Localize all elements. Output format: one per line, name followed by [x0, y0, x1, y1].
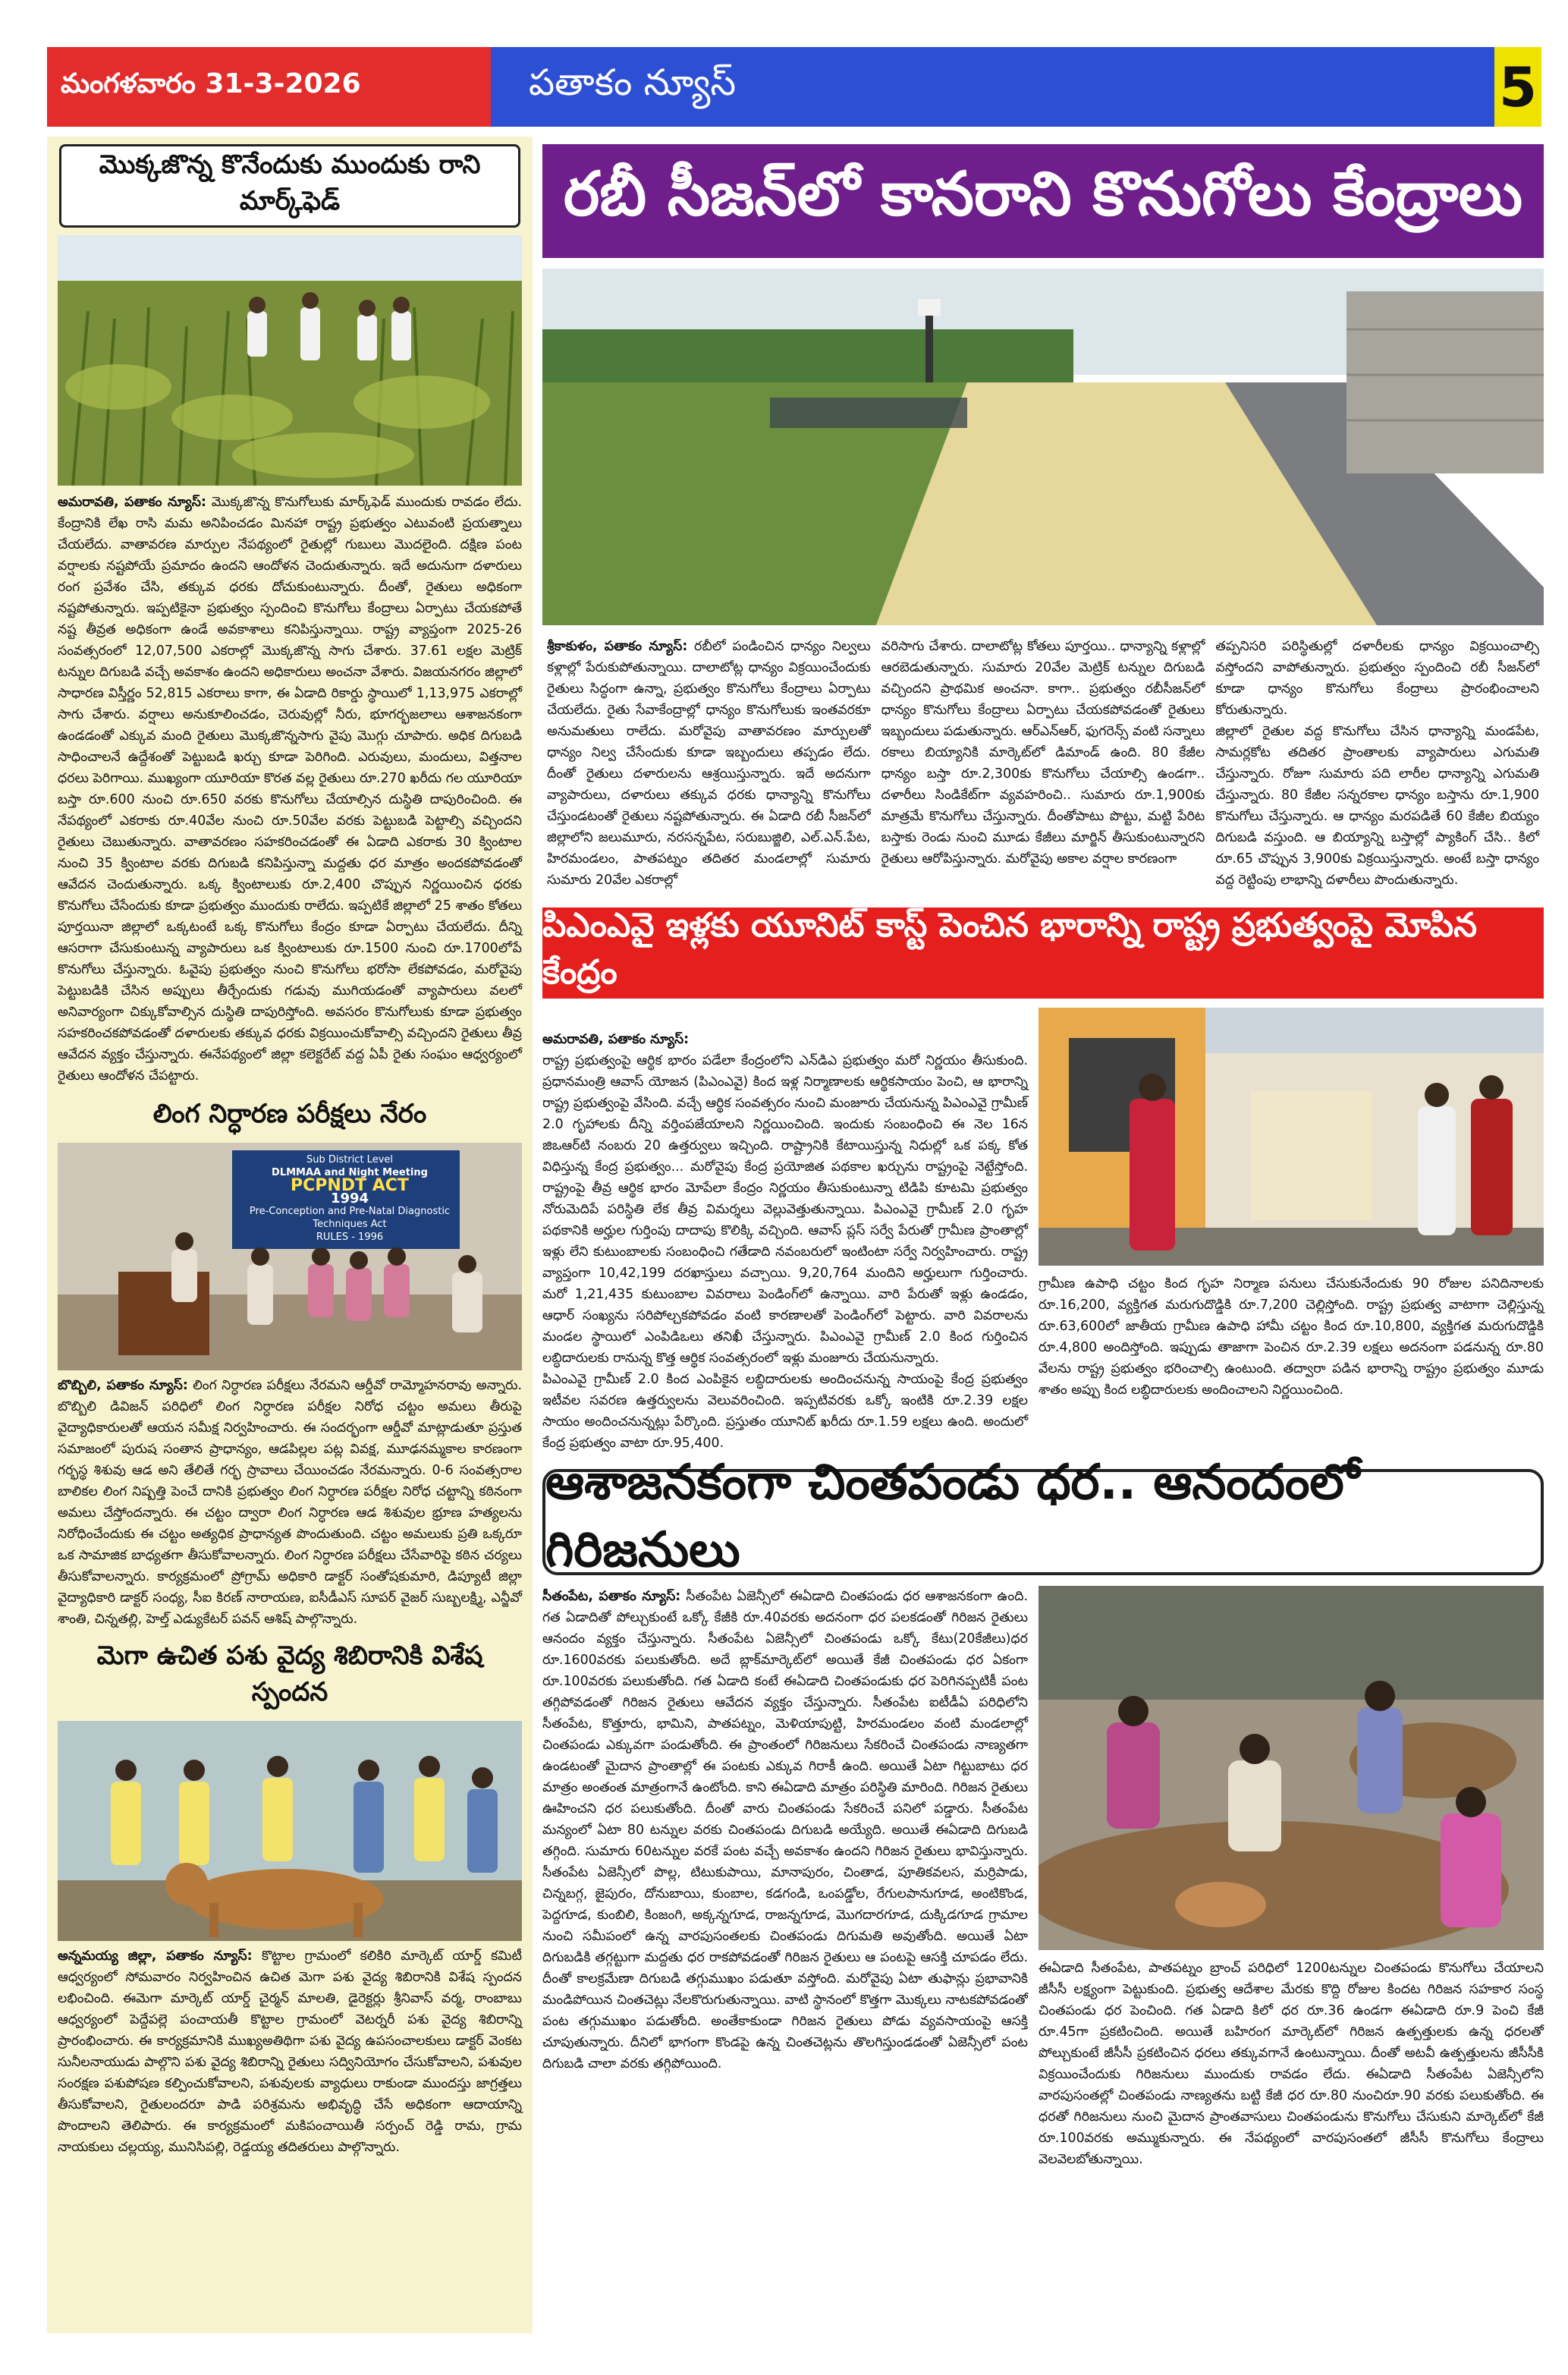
tamarind-processing-image	[1039, 1586, 1544, 1950]
story-rabi-body	[542, 636, 1544, 891]
story-gender-test-dateline: బొబ్బిలి, పతాకం న్యూస్:	[58, 1378, 188, 1393]
story-rabi-col1: శ్రీకాకుళం, పతాకం న్యూస్: రబీలో పండించిన ధాన్యం నిల్వలు కళ్లాల్లో పేరుకుపోతున్నాయి. దాలాటోట్ల ధాన్యం విక్రయించేందుకు రైతులు సిద్ధంగా ఉన్నా, ప్రభుత్వం కొనుగోలు కేంద్రాలు ఏర్పాటు చేయలేదు. రైతు సేవాకేంద్రాల్లో ధాన్యం కొనుగోలుకు ఇంతవరకూ అనుమతులు రాలేదు. మరోవైపు వాతావరణం మార్పులతో ధాన్యం నిల్వ చేసేందుకు కూడా ఇబ్బందులు తప్పడం లేదు. దీంతో రైతులు దళారులను ఆశ్రయిస్తున్నారు. ఇదే అదనుగా వ్యాపారులు, దళారులు తక్కువ ధరకు ధాన్యాన్ని కొనుగోలు చేస్తుండటంతో రైతులు నష్టపోతున్నారు. ఈ ఏడాది రబీ సీజన్‌లో జిల్లాలోని జలుమూరు, నరసన్నపేట, సరుబుజ్జిలి, ఎల్.ఎన్.పేట, హిరమండలం, పాతపట్నం తదితర మండలాల్లో సుమారు సుమారు 20వేల ఎకరాల్లో	[547, 639, 871, 888]
story-vet-camp-headline: మెగా ఉచిత పశు వైద్య శిబిరానికి విశేష స్పందన	[96, 1640, 483, 1707]
story-maize-dateline: అమరావతి, పతాకం న్యూస్:	[58, 495, 206, 510]
left-column	[47, 137, 533, 2333]
paper-name: పతాకం న్యూస్	[491, 47, 1494, 127]
story-maize-headline: మొక్కజొన్న కొనేందుకు ముందుకు రాని మార్క్‌ఫెడ్	[59, 144, 520, 228]
story-vet-camp-text: కొట్టాల గ్రామంలో కలికిరి మార్కెట్ యార్డ్ కమిటీ ఆధ్వర్యంలో సోమవారం నిర్వహించిన ఉచిత మెగా పశు వైద్య శిబిరానికి విశేష స్పందన లభించింది. ఈమెగా మార్కెట్ యార్డ్ చైర్మన్ మాలతి, డైరెక్టర్లు శ్రీనివాస్ వర్మ, రాంబాబు ఆధ్వర్యంలో పెద్దేపల్లె పంచాయతీ కొట్టాల గ్రామంలో వెటర్నరీ పశు వైద్య శిబిరాన్ని ప్రారంభించారు. ఈ కార్యక్రమానికి ముఖ్యఅతిథిగా పశు వైద్య ఉపసంచాలకులు డాక్టర్ వెంకట సునీలనాయుడు పాల్గొని పశు వైద్య శిబిరాన్ని రైతులు సద్వినియోగం చేసుకోవాలని, పశువుల సంరక్షణ పశుపోషణ కల్పించుకోవాలని, పశువులకు వ్యాధులు రాకుండా ముందస్తు జాగ్రత్తలు తీసుకోవాలని, రైతులందరూ పాడి పరిశ్రమను అభివృద్ధి చేసే అధికంగా ఆదాయాన్ని పొందాలని తెలిపారు. ఈ కార్యక్రమంలో మకిపంచాయితీ సర్పంచ్ రెడ్డి రామ, గ్రామ నాయకులు చల్లయ్య, మునిసిపల్లి, రెడ్డయ్య తదితరులు పాల్గొన్నారు.	[58, 1949, 523, 2155]
story-gender-test-headline: లింగ నిర్ధారణ పరీక్షలు నేరం	[152, 1099, 427, 1129]
pcpndt-banner-text: Sub District Level DLMMAA and Night Meeting PCPNDT ACT 1994 Pre-Conception and Pre-Natal Diagnostic Techniques Act RULES - 1996	[249, 1154, 451, 1243]
story-maize-body	[47, 492, 533, 1087]
story-vet-camp-body	[47, 1946, 533, 2158]
story-pmay-text-col: అమరావతి, పతాకం న్యూస్: రాష్ట్ర ప్రభుత్వంపై ఆర్థిక భారం పడేలా కేంద్రంలోని ఎన్‌డిఎ ప్రభుత్వం మరో నిర్ణయం తీసుకుంది. ప్రధానమంత్రి ఆవాస్ యోజన (పిఎంఎవై) కింద ఇళ్ల నిర్మాణాలకు ఆర్థికసాయం పెంచి, ఆ భారాన్ని రాష్ట్ర ప్రభుత్వంపై వేసింది. వచ్చే ఆర్థిక సంవత్సరం నుంచి మంజూరు చేయనున్న పిఎంఎవై గ్రామీణ్ 2.0 గృహాలకు దీన్ని వర్తింపజేయాలని నిర్ణయించింది. ఇందుకు సంబంధించి ఈ నెల 16న జిఒఆర్‌టి నంబరు 20 ఉత్తర్వులు ఇచ్చింది. రాష్ట్రానికి కేటాయిస్తున్న నిధుల్లో ఒక పక్క కోత విధిస్తున్న కేంద్ర ప్రభుత్వం... మరోవైపు కేంద్ర ప్రయోజిత పథకాల ఖర్చును రాష్ట్రంపై నెట్టేస్తోంది. రాష్ట్రంపై తీవ్ర ఆర్థిక భారం మోపేలా కేంద్రం నిర్ణయం తీసుకుంటున్నా టిడిపి కూటమి ప్రభుత్వం నోరుమెదిపే పరిస్థితి లేక తీవ్ర విమర్శలు వెల్లువెత్తుతున్నాయి. పిఎంఎవై గ్రామీణ్ 2.0 గృహ పథకానికి అర్హుల గుర్తింపు దాదాపు కొలిక్కి వచ్చింది. ఆవాస్ ప్లస్ సర్వే పేరుతో గ్రామీణ ప్రాంతాల్లో ఇళ్లు లేని కుటుంబాలకు సంబంధించి గతేడాది నవంబరులో ఇంటింటా సర్వే నిర్వహించారు. రాష్ట్ర వ్యాప్తంగా 10,42,199 దరఖాస్తులు వచ్చాయి. 9,20,764 మందిని అర్హులుగా గుర్తించారు. మరో 1,21,435 కుటుంబాల వివరాలు పెండింగ్‌లో ఉన్నాయి. వారి పేరుతో ఇళ్లు ఉండడం, ఆధార్ సంఖ్యను సరిపోల్చకపోవడం వంటి కారణాలతో పెండింగ్‌లో పెట్టారు. వారి వివరాలను మండల స్థాయిలో ఎంపిడిఒలు తనిఖీ చేస్తున్నారు. పిఎంఎవై గ్రామీణ్ 2.0 కింద గుర్తించిన లబ్ధిదారులకు రానున్న కొత్త ఆర్థిక సంవత్సరంలో ఇళ్లు మంజూరు చేయనున్నారు. పిఎంఎవై గ్రామీణ్ 2.0 కింద ఎంపికైన లబ్ధిదారులకు అందించనున్న సాయంపై కేంద్ర ప్రభుత్వం ఇటీవల సవరణ ఉత్తర్వులను వెలువరించింది. ఇప్పటివరకు ఒక్కో ఇంటికి రూ.2.39 లక్షల సాయం అందించనున్నట్లు పేర్కొంది. ప్రస్తుతం యూనిట్ ఖరీదు రూ.1.59 లక్షలు ఉంది. అందులో కేంద్ర ప్రభుత్వం వాటా రూ.95,400.	[542, 1032, 1028, 1451]
story-pmay-dateline: అమరావతి, పతాకం న్యూస్:	[542, 1032, 690, 1047]
vet-camp-image	[58, 1721, 522, 1941]
pmay-house-inspection-image	[1039, 1008, 1544, 1266]
story-rabi-col2: వరిసాగు చేశారు. దాలాటోట్ల కోతలు పూర్తయి.. ధాన్యాన్ని కళ్లాల్లో ఆరబెడుతున్నారు. సుమారు 20వేల మెట్రిక్ టన్నుల దిగుబడి వచ్చిందని ప్రాథమిక అంచనా. కాగా.. ప్రభుత్వం రబీసీజన్‌లో ధాన్యం కొనుగోలు కేంద్రాలు ఏర్పాటు చేయకపోవడంతో రైతులు ఇబ్బందులు పడుతున్నారు. ఆర్‌ఎన్‌ఆర్, ఫుగరెన్స్ వంటి సన్నాలు రకాలు బియ్యానికి మార్కెట్‌లో డిమాండ్ ఉంది. 80 కేజీల ధాన్యం బస్తా రూ.2,300కు కొనుగోలు చేయాల్సి ఉండగా.. దళారీలు సిండికేట్‌గా వ్యవహరించి.. సుమారు రూ.1,900కు మాత్రమే కొనుగోలు చేస్తున్నారు. దీంతోపాటు పొట్టు, మట్టి పేరిట బస్తాకు రెండు నుంచి మూడు కేజీలు మార్జిన్ తీసుకుంటున్నారని రైతులు ఆరోపిస్తున్నారు. మరోవైపు అకాల వర్షాల కారణంగా	[881, 639, 1205, 867]
vet-camp-photo	[58, 1721, 522, 1941]
story-tamarind-dateline: సీతంపేట, పతాకం న్యూస్:	[542, 1589, 681, 1604]
story-gender-test-text: లింగ నిర్ధారణ పరీక్షలు నేరమని ఆర్డీవో రామ్మోహనరావు అన్నారు. బొబ్బిలి డివిజన్ పరిధిలో లింగ నిర్ధారణ పరీక్షల నిరోధ చట్టం అమలు తీరుపై వైద్యాధికారులతో ఆయన సమీక్ష నిర్వహించారు. ఈ సందర్భంగా ఆర్డీవో మాట్లాడుతూ ప్రస్తుత సమాజంలో పురుష సంతాన ప్రాధాన్యం, ఆడపిల్లల పట్ల వివక్ష, మూఢనమ్మకాల కారణంగా గర్భస్థ శిశువు ఆడ అని తేలితే గర్భ స్రావాలు చేయించడం నేరమన్నారు. 0-6 సంవత్సరాల బాలికల లింగ నిష్పత్తి పెంచే దానికి ప్రభుత్వం లింగ నిర్ధారణ పరీక్షల నిరోధ చట్టాన్ని కఠినంగా అమలు చేస్తోందన్నారు. ఈ చట్టం ద్వారా లింగ నిర్ధారణ ఆడ శిశువుల భ్రూణ హత్యలను నిరోధించేందుకు ఈ చట్టం అత్యధిక ప్రాధాన్యత పొందుతుంది. చట్టం అమలుకు ప్రతి ఒక్కరూ ఒక సామాజిక బాధ్యతగా తీసుకోవాలన్నారు. లింగ నిర్ధారణ పరీక్షలు చేసేవారిపై కఠిన చర్యలు తీసుకోవాలన్నారు. కార్యక్రమంలో ప్రోగ్రామ్ అధికారి డాక్టర్ సంతోషకుమారి, డిప్యూటీ జిల్లా వైద్యాధికారి డాక్టర్ సంధ్య, సీఐ కిరణ్ నారాయణ, ఐసీడీఎస్ సూపర్ వైజర్ సుబ్బలక్ష్మి, ఎన్జీవో శాంతి, చిన్నతల్లి, హెల్త్ ఎడ్యుకేటర్ పవన్ ఆశిష్ పాల్గొన్నారు.	[58, 1378, 522, 1627]
story-pmay-headline: పిఎంఎవై ఇళ్లకు యూనిట్ కాస్ట్ పెంచిన భారాన్ని రాష్ట్ర ప్రభుత్వంపై మోపిన కేంద్రం	[542, 908, 1544, 999]
story-vet-camp-dateline: అన్నమయ్య జిల్లా, పతాకం న్యూస్:	[58, 1949, 253, 1964]
page-number: 5	[1494, 47, 1541, 127]
paddy-road-image	[542, 269, 1544, 625]
story-gender-test-body	[47, 1375, 533, 1630]
issue-date: మంగళవారం 31-3-2026	[47, 47, 491, 127]
story-pmay-body	[542, 1008, 1544, 1454]
story-pmay-caption: గ్రామీణ ఉపాధి చట్టం కింద గృహ నిర్మాణ పనులు చేసుకునేందుకు 90 రోజుల పనిదినాలకు రూ.16,200, వ్యక్తిగత మరుగుదొడ్డికి రూ.7,200 చెల్లిస్తోంది. రాష్ట్ర ప్రభుత్వ వాటాగా చెల్లిస్తున్న రూ.63,600లో జాతీయ గ్రామీణ ఉపాధి హామీ చట్టం కింద రూ.10,800, వ్యక్తిగత మరుగుదొడ్డికి రూ.4,800 అందిస్తోంది. ఇప్పుడు తాజాగా పెంచిన రూ.2.39 లక్షలు అదనంగా పడనున్న రూ.80 వేలను రాష్ట్ర ప్రభుత్వం భరించాల్సి ఉంటుంది. తద్వారా పడిన భారాన్ని రాష్ట్రం ప్రభుత్వం మూడు శాతం అప్పు కింద లబ్ధిదారులకు అందించాలని నిర్ణయించింది.	[1039, 1276, 1544, 1398]
story-pmay-photo-col	[1039, 1008, 1544, 1454]
story-tamarind-body	[542, 1586, 1544, 2170]
story-maize-text: మొక్కజొన్న కొనుగోలుకు మార్క్‌ఫెడ్ ముందుకు రావడం లేదు. కేంద్రానికి లేఖ రాసి మమ అనిపించడం మినహా రాష్ట్ర ప్రభుత్వం ఎటువంటి ప్రయత్నాలు చేయలేదు. వాతావరణ మార్పుల నేపథ్యంలో రైతుల్లో గుబులు మొదలైంది. దక్షిణ పంట వర్షాలకు నష్టపోయే ప్రమాదం ఉందని ఆందోళన చెందుతున్నారు. ఇదే అదునుగా దళారులు రంగ ప్రవేశం చేసి, తక్కువ ధరకు దోచుకుంటున్నారు. దీంతో, రైతులు అధికంగా నష్టపోతున్నారు. ఇప్పటికైనా ప్రభుత్వం స్పందించి కొనుగోలు కేంద్రాలు ఏర్పాటు చేయకపోతే నష్ట తీవ్రత అధికంగా ఉండే అవకాశాలు కనిపిస్తున్నాయి. రాష్ట్ర వ్యాప్తంగా 2025-26 సంవత్సరంలో 12,07,500 ఎకరాల్లో మొక్కజొన్న సాగు చేశారు. 37.61 లక్షల మెట్రిక్ టన్నుల దిగుబడి వచ్చే అవకాశం ఉందని అధికారులు అంచనా వేశారు. విజయనగరం జిల్లాలో సాధారణ విస్తీర్ణం 52,815 ఎకరాలు కాగా, ఈ ఏడాది రికార్డు స్థాయిలో 1,13,975 ఎకరాల్లో సాగు చేశారు. వర్షాలు అనుకూలించడం, చెరువుల్లో నీరు, భూగర్భజలాలు ఆశాజనకంగా ఉండడంతో ఎక్కువ మంది రైతులు మొక్కజొన్నసాగు వైపు మొగ్గు చూపారు. అధిక దిగుబడి సాధించాలనే ఉద్దేశంతో పెట్టుబడి ఖర్చు కూడా పెరిగింది. ఎరువులు, మందులు, విత్తనాల ధరలు పెరిగాయి. ముఖ్యంగా యూరియా కొరత వల్ల రైతులు రూ.270 ఖరీదు గల యూరియా బస్తా రూ.600 నుంచి రూ.650 వరకు కొనుగోలు చేయాల్సిన దుస్థితి దాపురించింది. ఈ నేపథ్యంలో ఎకరాకు రూ.40వేల నుంచి రూ.50వేల వరకు పెట్టుబడి పెట్టాల్సి వచ్చిందని రైతులు చెబుతున్నారు. వాతావరణం సహకరించడంతో ఈ ఏడాది ఎకరాకు 30 క్వింటాల నుంచి 35 క్వింటాల వరకు దిగుబడి కనిపిస్తున్నా మద్దతు ధర మాత్రం అందకపోవడంతో ఆవేదన చెందుతున్నారు. ఒక్క క్వింటాలుకు రూ.2,400 చొప్పున నిర్ణయించిన ధరకు కొనుగోలు చేసేందుకు కూడా ప్రభుత్వం ముందుకు రాలేదు. ఇప్పటికే జిల్లాలో 25 శాతం కోతలు పూర్తయినా జిల్లాలో ఒక్కటంటే ఒక్క కొనుగోలు కేంద్రం కూడా ఏర్పాటు చేయలేదు. దీన్ని ఆసరాగా చేసుకుంటున్న వ్యాపారులు ఒక క్వింటాలుకు రూ.1500 నుంచి రూ.1700లోపే కొనుగోలు చేస్తున్నారు. ఓవైపు ప్రభుత్వం నుంచి కొనుగోలు భరోసా లేకపోవడం, మరోవైపు పెట్టుబడికి చేసిన అప్పులు తీర్చేందుకు గడువు ముగియడంతో వ్యాపారులు వలలో అనివార్యంగా చిక్కుకోవాల్సిన దుస్థితి దాపురిస్తోంది. అవసరం కొనుగోలుకు కూడా ప్రభుత్వం సహకరించకపోవడంతో దళారులకు తక్కువ ధరకు విక్రయించుకోవాల్సి వచ్చిందని రైతులు తీవ్ర ఆవేదన వ్యక్తం చేస్తున్నారు. ఈనేపథ్యంలో జిల్లా కలెక్టరేట్ వద్ద ఏపీ రైతు సంఘం ఆధ్వర్యంలో రైతులు ఆందోళన చేపట్టారు.	[58, 495, 523, 1084]
masthead	[0, 0, 1568, 119]
right-column	[542, 137, 1544, 2333]
story-tamarind-caption: ఈఏడాది సీతంపేట, పాతపట్నం బ్రాంచ్ పరిధిలో 1200టన్నుల చింతపండు కొనుగోలు చేయాలని జీసీసీ లక్ష్యంగా పెట్టుకుంది. ప్రభుత్వ ఆదేశాల మేరకు కొద్ది రోజుల కిందట గిరిజన సహకార సంస్థ చింతపండు ధర పెంచింది. గత ఏడాది కిలో ధర రూ.36 ఉండగా ఈఏడాది రూ.9 పెంచి కేజీ రూ.45గా ప్రకటించింది. అయితే బహిరంగ మార్కెట్‌లో గిరిజన ఉత్పత్తులకు ఉన్న ధరలతో పోల్చుకుంటే జీసీసీ ప్రకటించిన ధరలు తక్కువగానే ఉంటున్నాయి. దీంతో అటవీ ఉత్పత్తులను జీసీసీకి విక్రయించేందుకు గిరిజనులు ముందుకు రావడం లేదు. ఈఏడాది సీతంపేట ఏజెన్సీలోని వారపుసంతల్లో చింతపండు నాణ్యతను బట్టి కేజీ ధర రూ.80 నుంచిరూ.90 వరకు పలుకుతోంది. ఈ ధరతో గిరిజనులు నుంచి మైదాన ప్రాంతవాసులు చింతపండును కొనుగోలు చేసుకుని మార్కెట్‌లో కేజీ రూ.100వరకు అమ్ముకున్నారు. ఈ నేపథ్యంలో వారపుసంతలో జీసీసీ కొనుగోలు కేంద్రాలు వెలవెలబోతున్నాయి.	[1039, 1961, 1544, 2167]
paddy-drying-road-photo	[542, 269, 1544, 625]
maize-field-photo	[58, 235, 522, 486]
story-tamarind-text-col: సీతంపేట, పతాకం న్యూస్: సీతంపేట ఏజెన్సీలో ఈఏడాది చింతపండు ధర ఆశాజనకంగా ఉంది. గత ఏడాదితో పోల్చుకుంటే ఒక్కో కేజీకి రూ.40వరకు అదనంగా ధర పలకడంతో గిరిజన రైతులు ఆనందం వ్యక్తం చేస్తున్నారు. సీతంపేట ఏజెన్సీలో చింతపండు ఒక్కో కేటు(20కేజీలు)ధర రూ.1600వరకు పలుకుతోంది. అదే బ్లాక్‌మార్కెట్‌లో అయితే కేజీ చింతపండు ధర ఏకంగా రూ.100వరకు పలుకుతోంది. గత ఏడాది కంటే ఈఏడాది చింతపండుకు ధర పెరిగినప్పటికీ పంట తగ్గిపోవడంతో గిరిజన రైతులు ఆవేదన వ్యక్తం చేస్తున్నారు. సీతంపేట ఐటీడీఏ పరిధిలోని సీతంపేట, కొత్తూరు, భామిని, పాతపట్నం, మెళియాపుట్టి, హిరమండలం వంటి మండలాల్లో చింతపండు ఎక్కువగా పండుతోంది. ఈ ప్రాంతంలో గిరిజనులు సేకరించే చింతపండు నాణ్యతగా ఉండటంతో మైదాన ప్రాంతాల్లో ఈ పంటకు ఎక్కువ గిరాకీ ఉంది. అయితే ఏటా గిట్టుబాటు ధర మాత్రం అంతంత మాత్రంగానే ఉంటోంది. కాని ఈఏడాది మాత్రం పరిస్థితి మారింది. గిరిజన రైతులు ఊహించని ధర పలుకుతోంది. దీంతో వారు చింతపండు సేకరించే పనిలో పడ్డారు. సీతంపేట మన్యంలో ఏటా 80 టన్నుల వరకు చింతపండు దిగుబడి అయ్యేది. అయితే ఈఏడాది దిగుబడి తగ్గింది. సుమారు 60టన్నుల వరకే పంట వచ్చే అవకాశం ఉందని గిరిజన రైతులు భావిస్తున్నారు. సీతంపేట ఏజెన్సీలో పొల్ల, టిటుకుపాయి, మానాపురం, చింతాడ, పూతికవలస, మర్రిపాడు, చిన్నబగ్గ, జైపురం, దోనుబాయి, కుంబాల, కడగండి, ఒంపడ్డోల, రేగులపానుగూడ, అంటికొండ, పెద్దగూడ, కుంబిలి, కింజంగి, అక్కన్నగూడ, రాజన్నగూడ, మొగదారగూడ, దుక్కిడగూడ గ్రామాల నుంచి సమీపంలో ఉన్న వారపుసంతలకు చింతపండు దిగుమతి అవుతోంది. అయితే ఏటా దిగుబడికి తగ్గట్టుగా మద్దతు ధర రాకపోవడంతో గిరిజన రైతులు ఆ పంటపై ఆసక్తి చూపడం లేదు. దీంతో కాలక్రమేణా దిగుబడి తగ్గుముఖం పడుతూ వస్తోంది. మరోవైపు ఏటా తుఫాన్లు ప్రభావానికి మండిపోయిన చింతచెట్లు నేలకొరుగుతున్నాయి. వాటి స్థానంలో కొత్తగా మొక్కలు నాటకపోవడంతో పంట తగ్గుముఖం పడుతోంది. అంతేకాకుండా గిరిజన రైతులు పోడు వ్యవసాయంపై ఆసక్తి చూపుతున్నారు. దీనిలో భాగంగా కొండపై ఉన్న చింతచెట్లను తొలగిస్తుండడంతో ఏజెన్సీలో పంట దిగుబడి చాలా వరకు తగ్గిపోయింది.	[542, 1589, 1029, 2071]
story-tamarind-photo-col	[1039, 1586, 1544, 2170]
story-rabi-col3: తప్పనిసరి పరిస్థితుల్లో దళారీలకు ధాన్యం విక్రయించాల్సి వస్తోందని వాపోతున్నారు. ప్రభుత్వం స్పందించి రబీ సీజన్‌లో కూడా ధాన్యం కొనుగోలు కేంద్రాలు ప్రారంభించాలని కోరుతున్నారు. జిల్లాలో రైతుల వద్ద కొనుగోలు చేసిన ధాన్యాన్ని మండపేట, సామర్లకోట తదితర ప్రాంతాలకు వ్యాపారులు ఎగుమతి చేస్తున్నారు. రోజూ సుమారు పది లారీల ధాన్యాన్ని ఎగుమతి చేస్తున్నారు. 80 కేజీల సన్నరకాల ధాన్యం బస్తాను రూ.1,900 కొనుగోలు చేస్తున్నారు. ఆ ధాన్యం మరపడితే 60 కేజీల బియ్యం దిగుబడి వస్తుంది. ఆ బియ్యాన్ని బస్తాల్లో ప్యాకింగ్ చేసి.. కిలో రూ.65 చొప్పున 3,900కు విక్రయిస్తున్నారు. అంటే బస్తా ధాన్యం వద్ద రెట్టింపు లాభాన్ని దళారీలు పొందుతున్నారు.	[1215, 639, 1540, 888]
maize-field-image	[58, 235, 522, 486]
gender-test-meeting-photo	[58, 1143, 522, 1370]
story-rabi-headline: రబీ సీజన్‌లో కానరాని కొనుగోలు కేంద్రాలు	[542, 144, 1544, 258]
story-rabi-dateline: శ్రీకాకుళం, పతాకం న్యూస్:	[547, 639, 688, 654]
story-tamarind-headline: ఆశాజనకంగా చింతపండు ధర.. ఆనందంలో గిరిజనులు	[542, 1469, 1544, 1575]
